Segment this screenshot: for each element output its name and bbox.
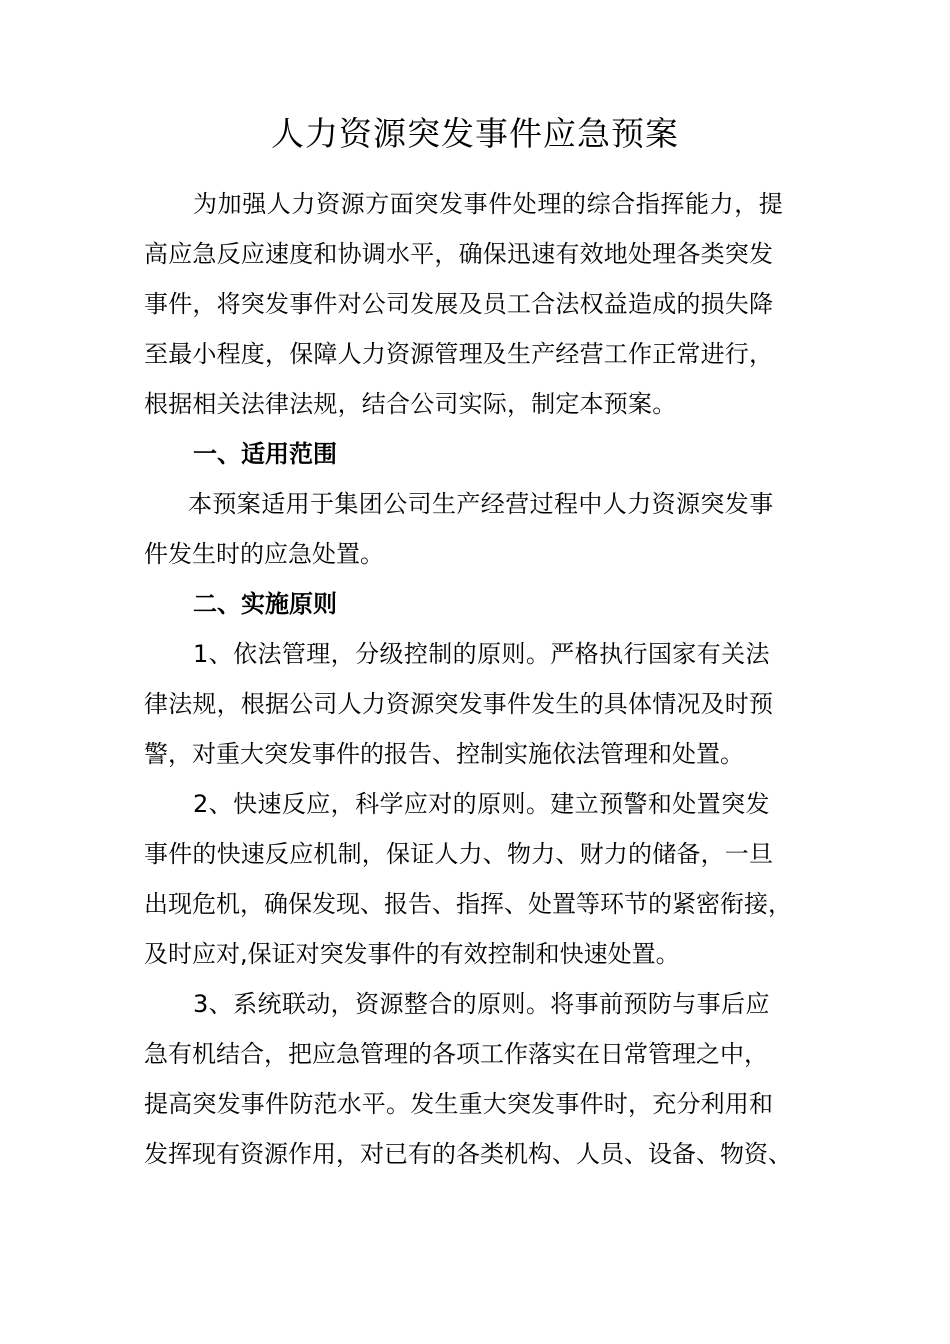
section-heading: 二、实施原则 <box>193 590 337 618</box>
text-line: 急有机结合，把应急管理的各项工作落实在日常管理之中， <box>144 1040 768 1068</box>
text-line: 提高突发事件防范水平。发生重大突发事件时，充分利用和 <box>144 1090 774 1118</box>
text-line: 及时应对,保证对突发事件的有效控制和快速处置。 <box>144 940 680 968</box>
text-line: 警，对重大突发事件的报告、控制实施依法管理和处置。 <box>144 740 744 768</box>
text-line: 根据相关法律法规，结合公司实际，制定本预案。 <box>144 390 677 418</box>
text-line: 本预案适用于集团公司生产经营过程中人力资源突发事 <box>188 490 774 518</box>
text-line: 3、系统联动，资源整合的原则。将事前预防与事后应 <box>193 990 770 1018</box>
section-heading: 一、适用范围 <box>193 440 337 468</box>
text-line: 件发生时的应急处置。 <box>144 540 384 568</box>
text-line: 出现危机，确保发现、报告、指挥、处置等环节的紧密衔接， <box>144 890 792 918</box>
text-line: 2、快速反应，科学应对的原则。建立预警和处置突发 <box>193 790 770 818</box>
text-line: 发挥现有资源作用，对已有的各类机构、人员、设备、物资、 <box>144 1140 792 1168</box>
document-title: 人力资源突发事件应急预案 <box>271 114 679 153</box>
text-line: 1、依法管理，分级控制的原则。严格执行国家有关法 <box>193 640 770 668</box>
text-line: 为加强人力资源方面突发事件处理的综合指挥能力，提 <box>193 190 784 218</box>
text-line: 至最小程度，保障人力资源管理及生产经营工作正常进行， <box>144 340 774 368</box>
text-line: 事件的快速反应机制，保证人力、物力、财力的储备，一旦 <box>144 840 774 868</box>
text-line: 律法规，根据公司人力资源突发事件发生的具体情况及时预 <box>144 690 774 718</box>
text-line: 高应急反应速度和协调水平，确保迅速有效地处理各类突发 <box>144 240 774 268</box>
text-line: 事件，将突发事件对公司发展及员工合法权益造成的损失降 <box>144 290 774 318</box>
